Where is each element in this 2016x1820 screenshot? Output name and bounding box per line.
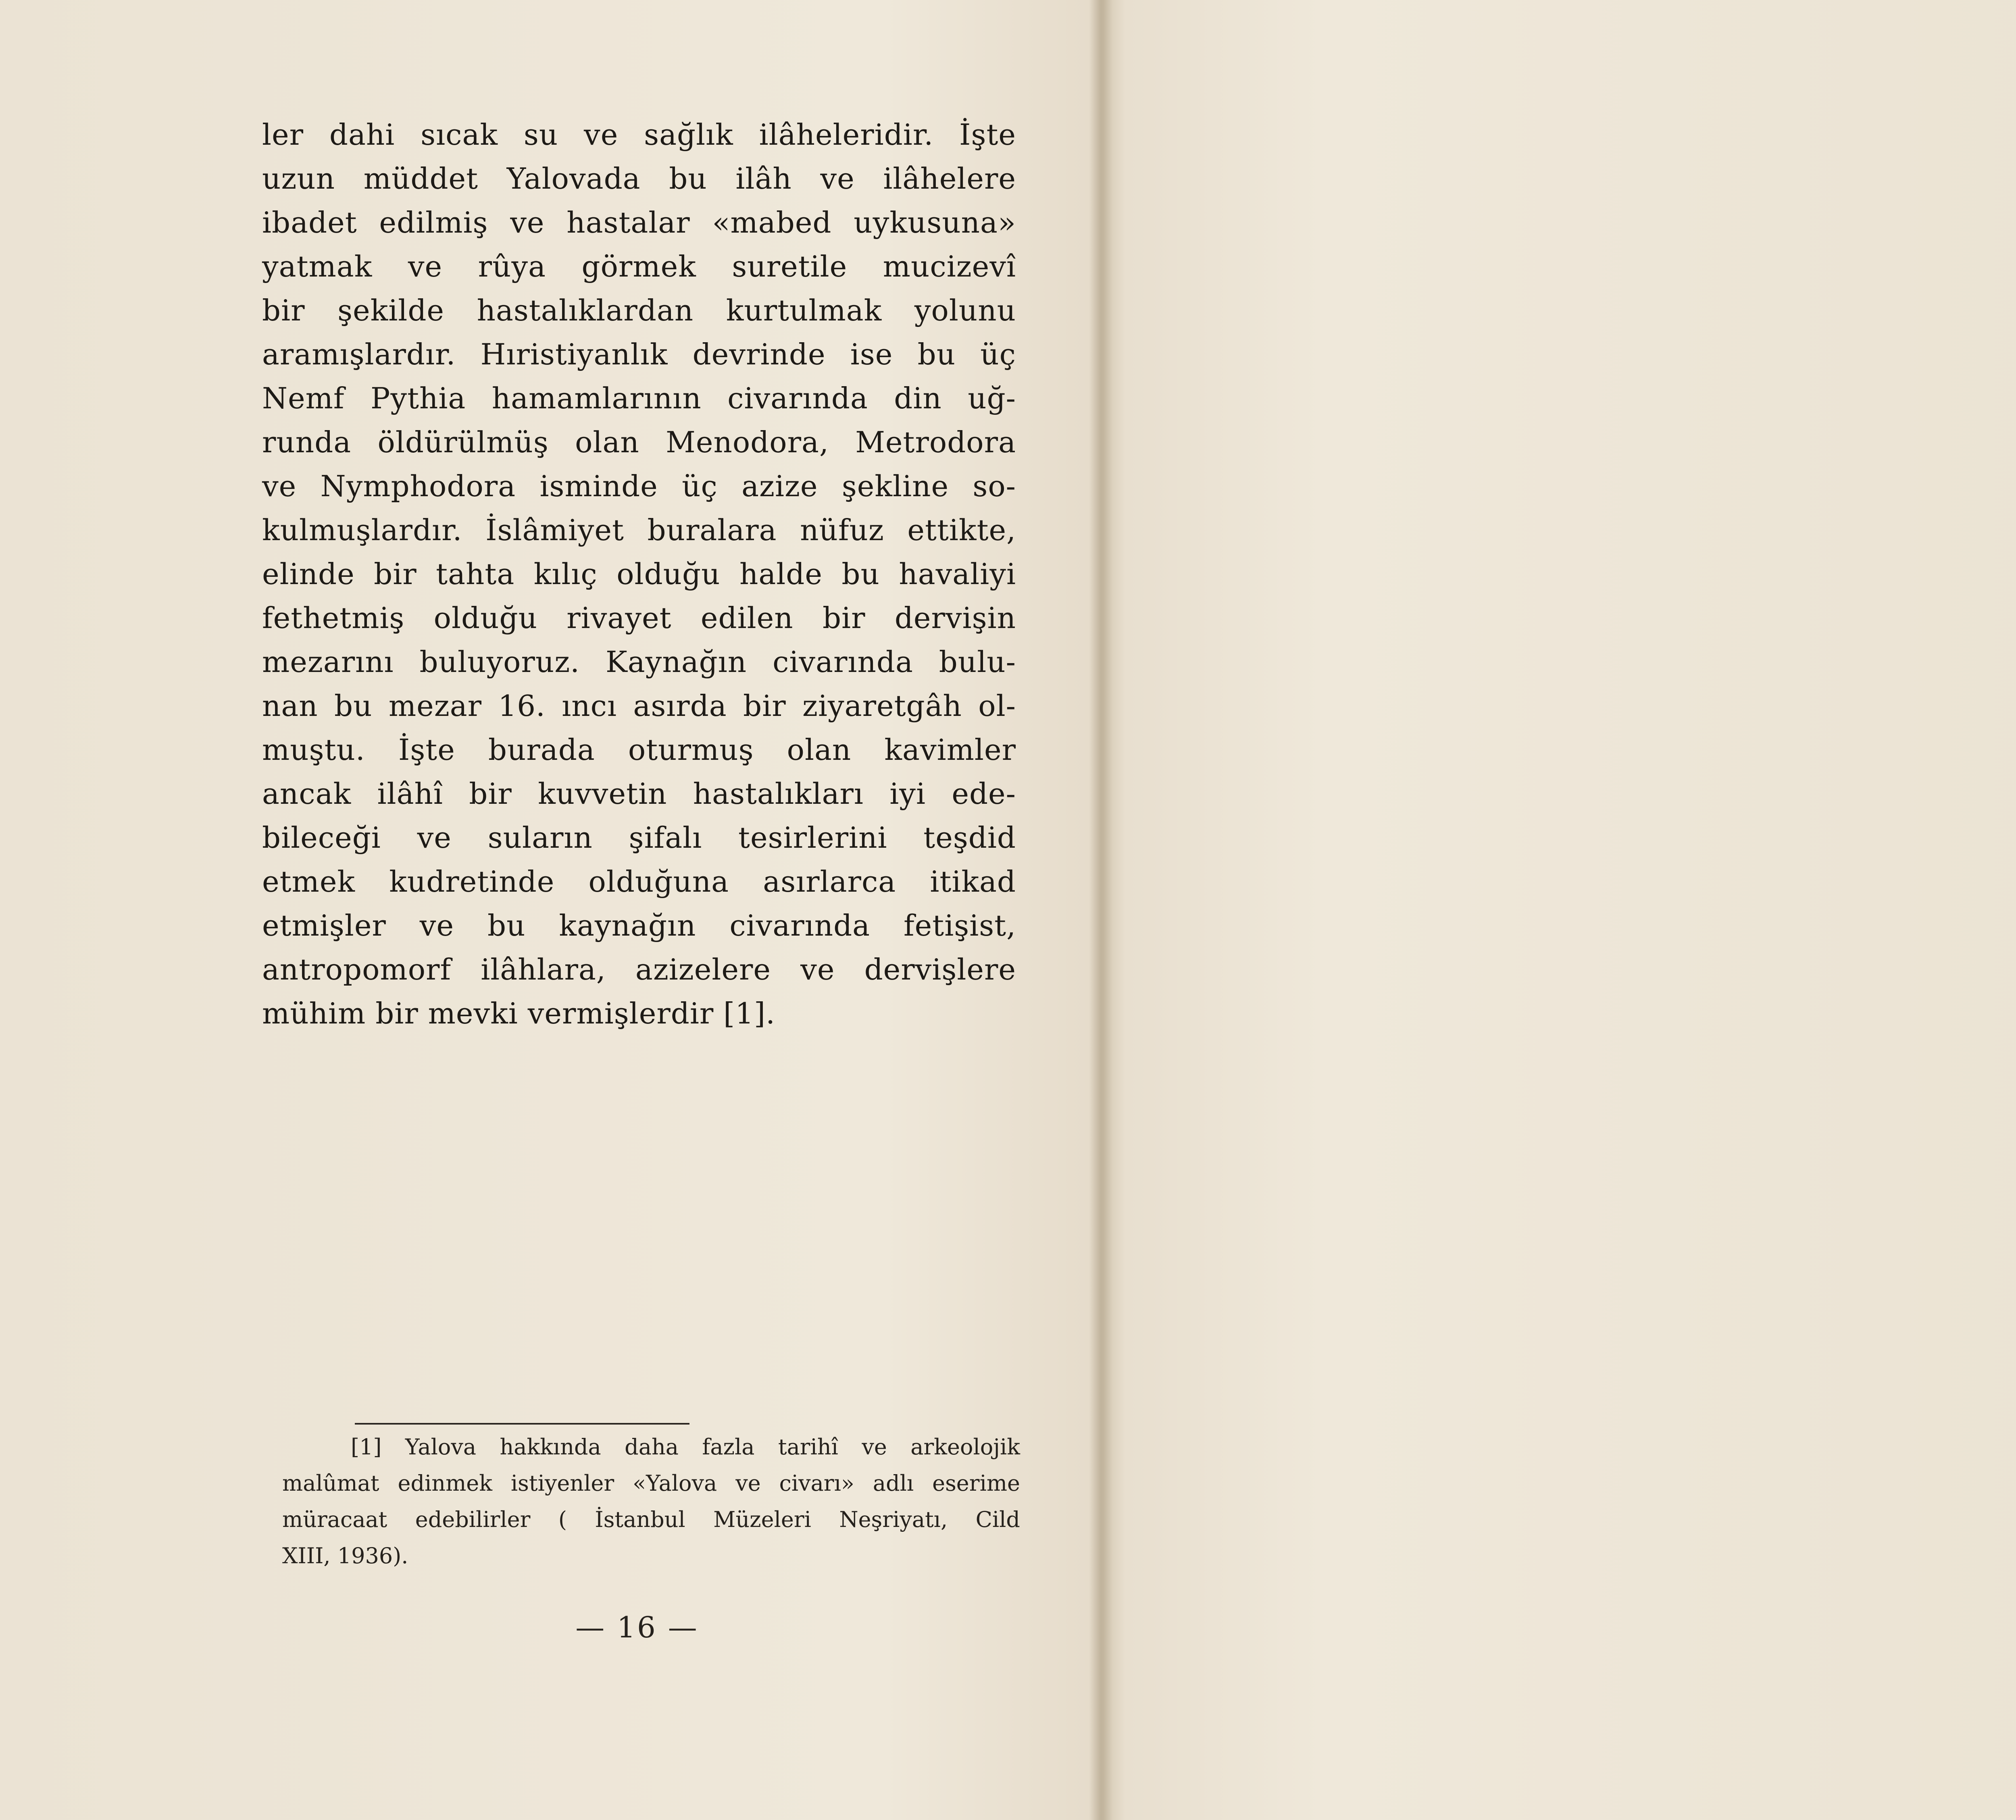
- body-line: kulmuşlardır. İslâmiyet buralara nüfuz ettikte,: [262, 513, 1016, 547]
- footnote-line: XIII, 1936).: [282, 1543, 408, 1568]
- body-line: mühim bir mevki vermişlerdir [1].: [262, 996, 776, 1030]
- body-line: ler dahi sıcak su ve sağlık ilâheleridir. İşte: [262, 118, 1016, 152]
- body-line: mezarını buluyoruz. Kaynağın civarında bulu-: [262, 645, 1016, 679]
- footnote-divider: [355, 1423, 689, 1425]
- footnote: [282, 1429, 1020, 1574]
- right-page: [1101, 0, 2016, 1820]
- footnote-line: malûmat edinmek istiyenler «Yalova ve civarı» adlı eserime: [282, 1471, 1020, 1496]
- body-line: ancak ilâhî bir kuvvetin hastalıkları iyi ede-: [262, 777, 1016, 811]
- body-line: bileceği ve suların şifalı tesirlerini teşdid: [262, 821, 1016, 855]
- footnote-line: müracaat edebilirler ( İstanbul Müzeleri Neşriyatı, Cild: [282, 1507, 1020, 1532]
- body-line: muştu. İşte burada oturmuş olan kavimler: [262, 733, 1016, 767]
- body-line: etmek kudretinde olduğuna asırlarca itikad: [262, 865, 1016, 899]
- body-line: fethetmiş olduğu rivayet edilen bir dervişin: [262, 601, 1016, 635]
- body-line: Nemf Pythia hamamlarının civarında din uğ-: [262, 381, 1016, 415]
- body-line: antropomorf ilâhlara, azizelere ve dervişlere: [262, 953, 1016, 986]
- body-line: yatmak ve rûya görmek suretile mucizevî: [262, 250, 1016, 283]
- body-line: ve Nymphodora isminde üç azize şekline so-: [262, 469, 1016, 503]
- footnote-line: [1] Yalova hakkında daha fazla tarihî ve arkeolojik: [351, 1434, 1020, 1460]
- body-line: elinde bir tahta kılıç olduğu halde bu havaliyi: [262, 557, 1016, 591]
- body-line: uzun müddet Yalovada bu ilâh ve ilâhelere: [262, 162, 1016, 196]
- body-line: aramışlardır. Hıristiyanlık devrinde ise bu üç: [262, 337, 1016, 371]
- body-line: etmişler ve bu kaynağın civarında fetişist,: [262, 909, 1016, 942]
- body-line: runda öldürülmüş olan Menodora, Metrodora: [262, 425, 1016, 459]
- page-number: — 16 —: [575, 1610, 699, 1644]
- body-line: ibadet edilmiş ve hastalar «mabed uykusuna»: [262, 206, 1016, 239]
- body-text: [262, 113, 1016, 1036]
- body-line: bir şekilde hastalıklardan kurtulmak yolunu: [262, 293, 1016, 327]
- body-line: nan bu mezar 16. ıncı asırda bir ziyaretgâh ol-: [262, 689, 1016, 723]
